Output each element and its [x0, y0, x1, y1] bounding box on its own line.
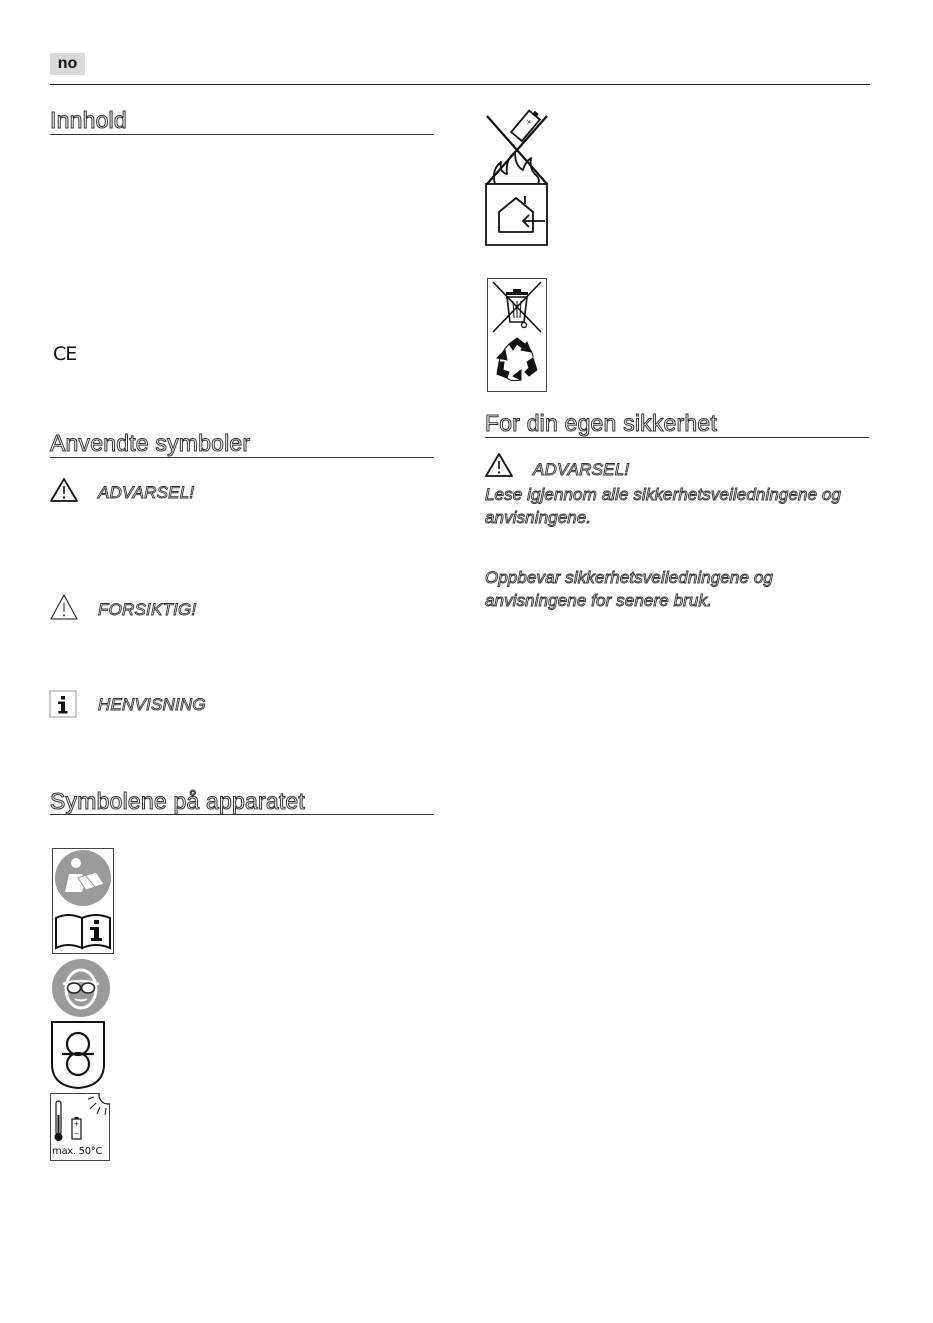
device-symbols-heading-rule	[50, 814, 434, 815]
safety-warning-triangle-icon	[484, 452, 514, 478]
caution-label: FORSIKTIG!	[98, 600, 197, 619]
max-temperature-icon	[50, 1093, 110, 1161]
battery-no-fire-indoor-icon	[485, 104, 549, 248]
info-icon	[49, 690, 77, 718]
safety-heading-rule	[485, 437, 869, 438]
eye-protection-icon	[51, 958, 111, 1018]
contents-heading: Innhold	[50, 107, 127, 133]
header-divider	[50, 84, 870, 85]
symbols-heading-rule	[50, 457, 434, 458]
max-temperature-text: max. 50°C	[52, 1146, 103, 1157]
note-label: HENVISNING	[98, 695, 206, 714]
device-symbols-heading: Symbolene på apparatet	[50, 788, 306, 814]
safety-heading: For din egen sikkerhet	[485, 410, 717, 436]
contents-heading-rule	[50, 134, 434, 135]
safety-text-keep: Oppbevar sikkerhetsveiledningene og anvisningene for senere bruk.	[485, 568, 773, 610]
double-insulation-icon	[50, 1020, 106, 1090]
svg-text:+: +	[73, 1120, 80, 1128]
caution-triangle-icon	[49, 593, 79, 621]
warning-triangle-icon	[49, 477, 79, 503]
weee-recycling-icon	[487, 278, 547, 392]
symbols-heading: Anvendte symboler	[50, 430, 251, 456]
svg-text:+: +	[523, 117, 534, 127]
ce-mark-icon: CE	[53, 343, 77, 365]
read-manual-icon	[52, 848, 114, 954]
language-badge: no	[50, 53, 85, 75]
safety-text-read: Lese igjennom alle sikkerhetsveiledningene og anvisningene.	[485, 485, 842, 527]
svg-text:−: −	[73, 1130, 80, 1138]
safety-warning-label: ADVARSEL!	[533, 460, 630, 479]
warning-label: ADVARSEL!	[98, 483, 195, 502]
